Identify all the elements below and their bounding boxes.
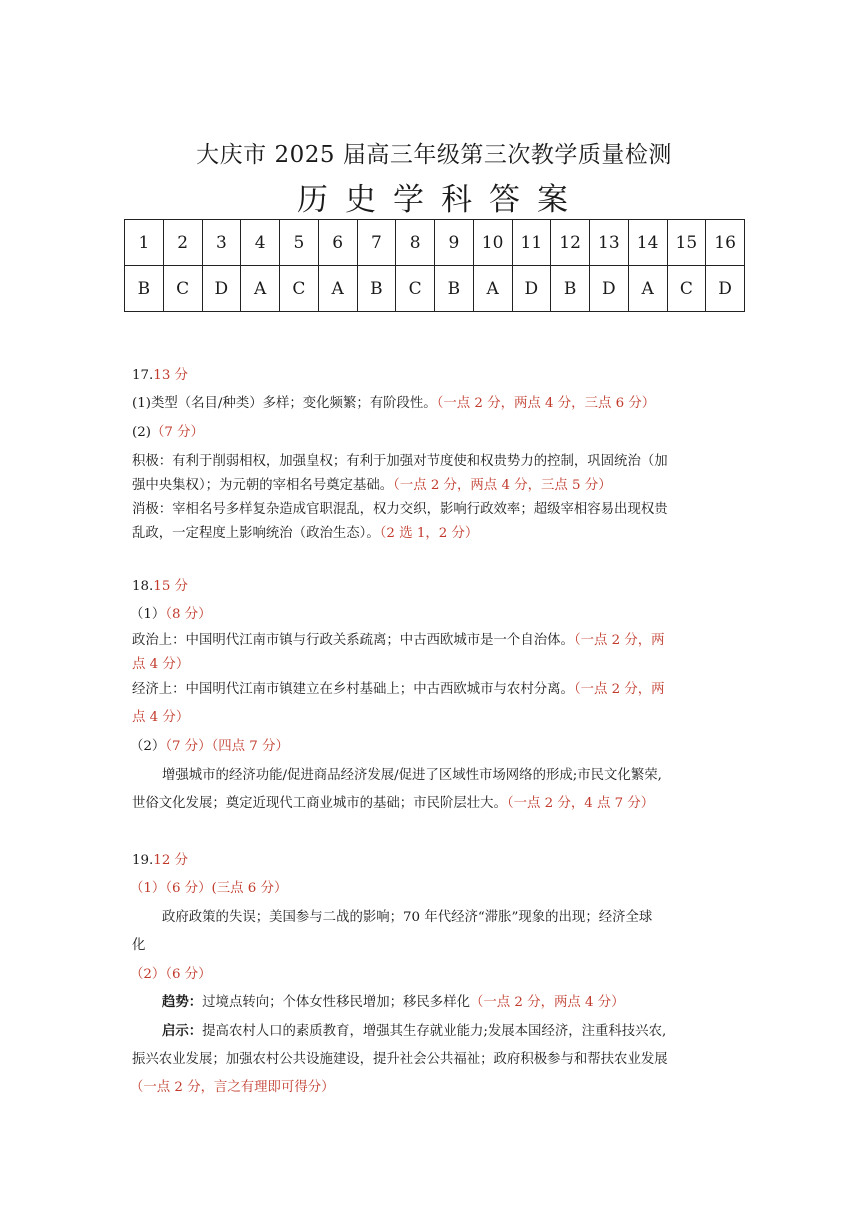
question-number-cell: 12 bbox=[551, 220, 590, 266]
q17-score: 13 分 bbox=[153, 368, 188, 383]
q18-economic-score: （一点 2 分，两 bbox=[573, 682, 665, 697]
question-number-cell: 9 bbox=[435, 220, 474, 266]
q17-part2-score: （7 分） bbox=[150, 425, 204, 440]
answer-cell: C bbox=[667, 266, 706, 312]
question-number-cell: 14 bbox=[628, 220, 667, 266]
q17-part1 bbox=[132, 392, 655, 411]
q18-part1-score: （8 分） bbox=[165, 607, 212, 622]
q18-part2-label: （2） bbox=[130, 739, 166, 754]
question-number-cell: 11 bbox=[512, 220, 551, 266]
q19-inspiration-label: 启示： bbox=[162, 1023, 203, 1039]
q18-political-score: （一点 2 分，两 bbox=[573, 633, 665, 648]
answer-cell: A bbox=[473, 266, 512, 312]
q18-number: 18. bbox=[132, 579, 154, 594]
q18-score: 15 分 bbox=[153, 579, 188, 594]
q19-part1: （1）（6 分）(三点 6 分） bbox=[130, 881, 288, 896]
answer-cell: B bbox=[357, 266, 396, 312]
subject-answer-title: 历史学科答案 bbox=[297, 182, 585, 218]
q17-part2 bbox=[132, 421, 204, 440]
answer-cell: B bbox=[551, 266, 590, 312]
q19-trend-score: （一点 2 分，两点 4 分） bbox=[469, 995, 625, 1010]
q18-economic-line2: 点 4 分） bbox=[132, 710, 190, 725]
question-number-cell: 2 bbox=[163, 220, 202, 266]
answer-cell: C bbox=[280, 266, 319, 312]
answer-cell: C bbox=[396, 266, 435, 312]
q17-positive-text: 强中央集权）；为元朝的宰相名号奠定基础。 bbox=[132, 478, 394, 493]
exam-title: 大庆市 2025 届高三年级第三次教学质量检测 bbox=[196, 142, 672, 168]
question-number-cell: 15 bbox=[667, 220, 706, 266]
question-number-cell: 7 bbox=[357, 220, 396, 266]
q17-part2-label: (2) bbox=[132, 425, 151, 440]
question-number-cell: 5 bbox=[280, 220, 319, 266]
q18-part2-score: （7 分）（四点 7 分） bbox=[165, 739, 289, 754]
q17-negative-text: 乱政，一定程度上影响统治（政治生态）。 bbox=[132, 526, 380, 541]
q19-inspiration-text: 提高农村人口的素质教育，增强其生存就业能力;发展本国经济，注重科技兴农, bbox=[202, 1024, 667, 1039]
q18-political-line1 bbox=[132, 629, 665, 648]
q18-economic-line1 bbox=[132, 678, 665, 697]
q19-number: 19. bbox=[132, 853, 154, 868]
q17-positive-score: （一点 2 分，两点 4 分，三点 5 分） bbox=[393, 478, 612, 493]
q18-part1-label: （1） bbox=[130, 607, 166, 622]
q18-part1 bbox=[130, 603, 212, 622]
q19-body-line1: 政府政策的失误；美国参与二战的影响；70 年代经济“滞胀”现象的出现；经济全球 bbox=[162, 910, 653, 925]
question-number-cell: 1 bbox=[125, 220, 164, 266]
answer-cell: D bbox=[590, 266, 629, 312]
q19-inspiration-score: （一点 2 分，言之有理即可得分） bbox=[130, 1080, 335, 1095]
q18-economic-text: 经济上：中国明代江南市镇建立在乡村基础上；中古西欧城市与农村分离。 bbox=[132, 682, 574, 697]
answer-cell: B bbox=[435, 266, 474, 312]
q19-body-line2: 化 bbox=[132, 938, 146, 953]
q18-body-line2 bbox=[132, 792, 654, 811]
q18-part2 bbox=[130, 735, 289, 754]
q19-inspiration-line1 bbox=[162, 1020, 666, 1039]
q17-number: 17. bbox=[132, 368, 154, 383]
q18-body-text: 世俗文化发展；奠定近现代工商业城市的基础；市民阶层壮大。 bbox=[132, 796, 507, 811]
q17-negative-line2 bbox=[132, 522, 478, 541]
q19-trend-label: 趋势： bbox=[162, 994, 203, 1010]
q19-score: 12 分 bbox=[153, 853, 188, 868]
q17-positive-line2 bbox=[132, 474, 612, 493]
answer-cell: D bbox=[202, 266, 241, 312]
answer-table bbox=[124, 219, 745, 312]
q18-political-text: 政治上：中国明代江南市镇与行政关系疏离；中古西欧城市是一个自治体。 bbox=[132, 633, 574, 648]
q17-header bbox=[132, 364, 188, 383]
question-number-cell: 6 bbox=[318, 220, 357, 266]
q17-part1-score: （一点 2 分，两点 4 分，三点 6 分） bbox=[436, 396, 656, 411]
q19-inspiration-line2: 振兴农业发展；加强农村公共设施建设，提升社会公共福祉；政府积极参与和帮扶农业发展 bbox=[132, 1052, 668, 1067]
question-number-cell: 13 bbox=[590, 220, 629, 266]
answer-cell: D bbox=[512, 266, 551, 312]
q18-political-line2: 点 4 分） bbox=[132, 657, 190, 672]
q17-part1-text: (1)类型（名目/种类）多样；变化频繁；有阶段性。 bbox=[132, 396, 437, 411]
answer-cell: D bbox=[706, 266, 745, 312]
q19-trend-text: 过境点转向；个体女性移民增加；移民多样化 bbox=[202, 995, 470, 1010]
q17-negative-score: （2 选 1，2 分） bbox=[379, 526, 479, 541]
answer-cell: A bbox=[628, 266, 667, 312]
q19-part2: （2）（6 分） bbox=[130, 967, 212, 982]
question-number-cell: 16 bbox=[706, 220, 745, 266]
q19-header bbox=[132, 849, 188, 868]
question-number-cell: 4 bbox=[241, 220, 280, 266]
question-number-cell: 8 bbox=[396, 220, 435, 266]
question-number-cell: 3 bbox=[202, 220, 241, 266]
q18-header bbox=[132, 575, 188, 594]
answer-cell: A bbox=[241, 266, 280, 312]
q18-body-score: （一点 2 分，4 点 7 分） bbox=[506, 796, 655, 811]
q17-negative-line1: 消极：宰相名号多样复杂造成官职混乱，权力交织，影响行政效率；超级宰相容易出现权贵 bbox=[132, 502, 668, 517]
q18-body-line1: 增强城市的经济功能/促进商品经济发展/促进了区域性市场网络的形成;市民文化繁荣, bbox=[162, 768, 662, 783]
answer-cell: B bbox=[125, 266, 164, 312]
answer-cell: A bbox=[318, 266, 357, 312]
q19-trend bbox=[162, 991, 625, 1010]
question-number-row bbox=[125, 220, 745, 266]
answer-row bbox=[125, 266, 745, 312]
q17-positive-line1: 积极：有利于削弱相权，加强皇权；有利于加强对节度使和权贵势力的控制，巩固统治（加 bbox=[132, 454, 668, 469]
answer-cell: C bbox=[163, 266, 202, 312]
question-number-cell: 10 bbox=[473, 220, 512, 266]
